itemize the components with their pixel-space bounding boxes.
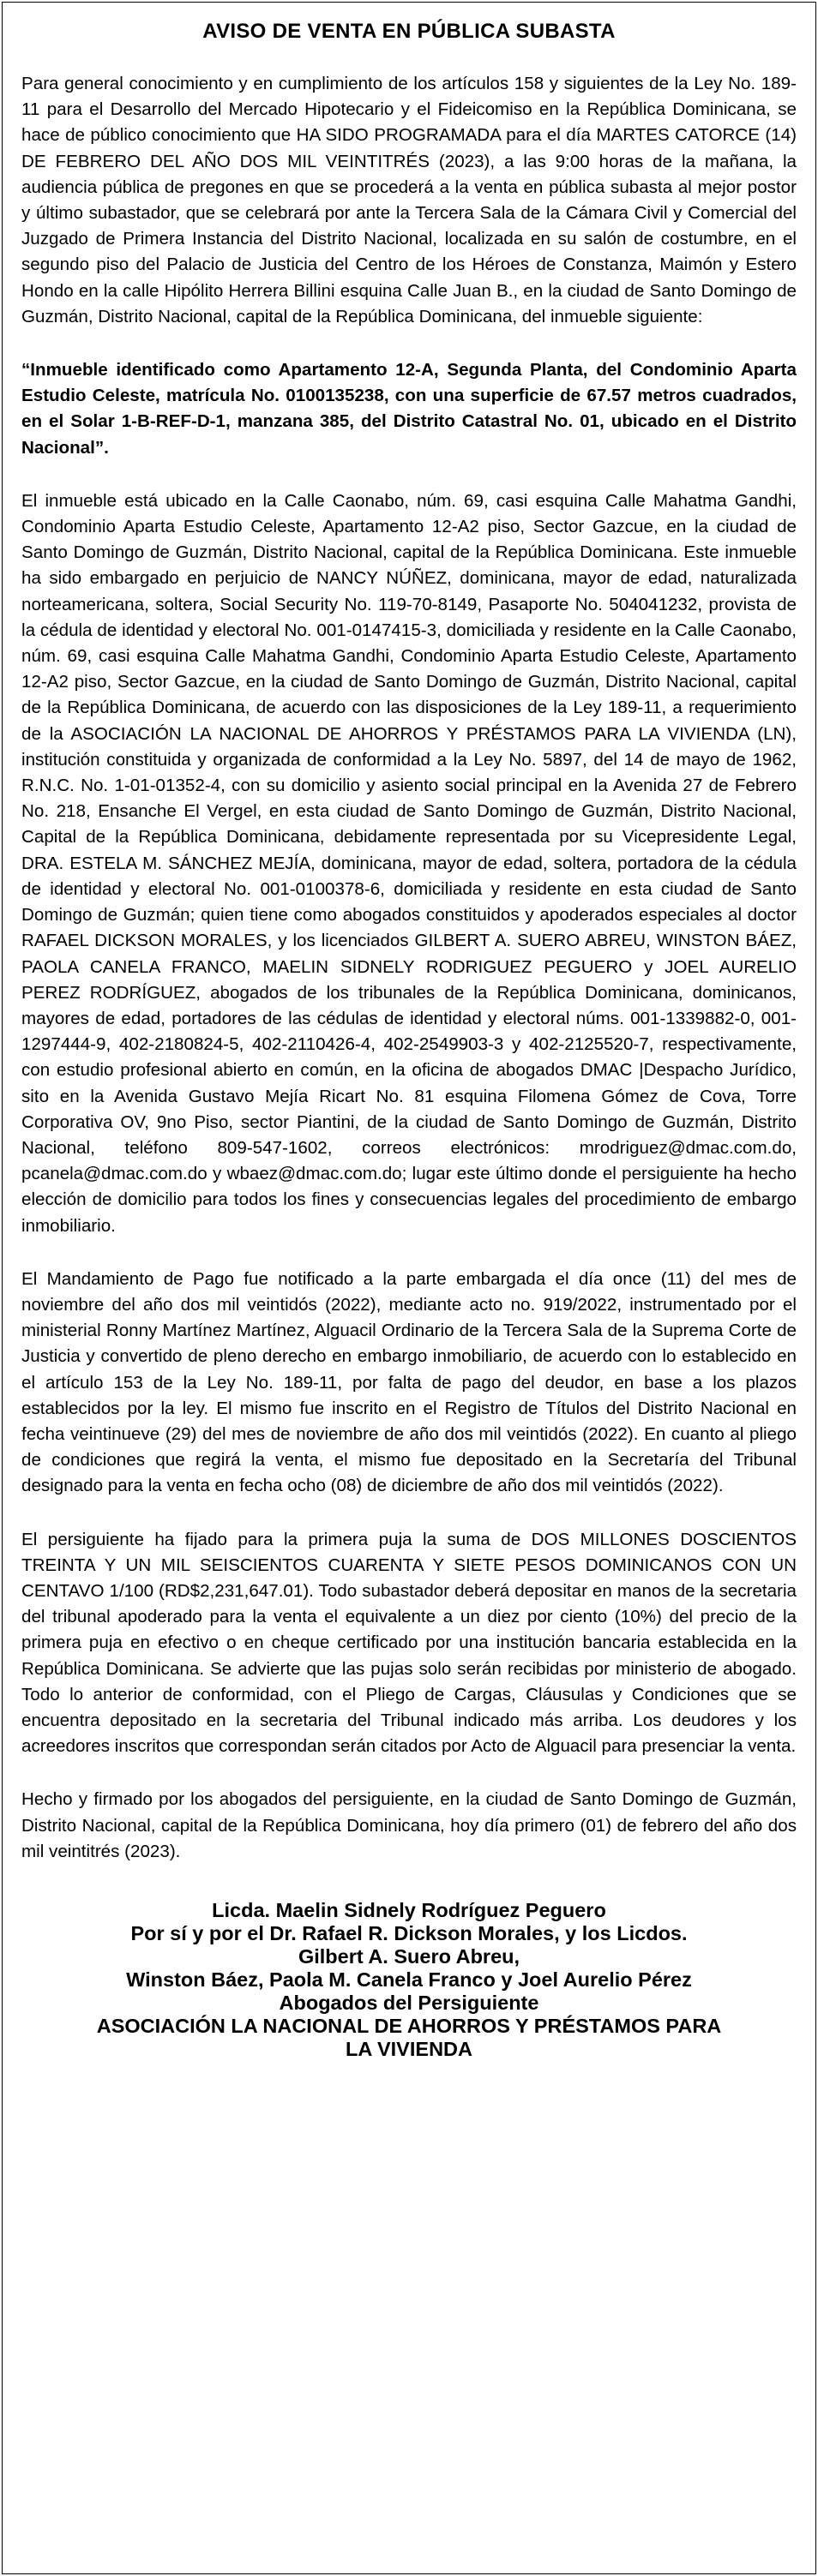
bid-conditions-paragraph: El persiguiente ha fijado para la primera puja la suma de DOS MILLONES DOSCIENTOS TREINTA Y UN MIL SEISCIENTOS CUARENTA Y SIETE PESOS DOMINICANOS CON UN CENTAVO 1/100 (RD$2,231,647.01). Todo subastador deberá depositar en manos de la secretaria del tribunal apoderado para la venta el equivalente a un diez por ciento (10%) del precio de la primera puja en efectivo o en cheque certificado por una institución bancaria establecida en la República Dominicana. Se advierte que las pujas solo serán recibidas por ministerio de abogado. Todo lo anterior de conformidad, con el Pliego de Cargas, Cláusulas y Condiciones que se encuentra depositado en la secretaria del Tribunal indicado más arriba. Los deudores y los acreedores inscritos que correspondan serán citados por Acto de Alguacil para presenciar la venta. (21, 1529, 797, 1757)
payment-order-paragraph: El Mandamiento de Pago fue notificado a la parte embargada el día once (11) del mes de noviembre del año dos mil veintidós (2022), mediante acto no. 919/2022, instrumentado por el ministerial Ronny Martínez Martínez, Alguacil Ordinario de la Tercera Sala de la Suprema Corte de Justicia y convertido de pleno derecho en embargo inmobiliario, de acuerdo con lo establecido en el artículo 153 de la Ley No. 189-11, por falta de pago del deudor, en base a los plazos establecidos por la ley. El mismo fue inscrito en el Registro de Títulos del Distrito Nacional en fecha veintinueve (29) del mes de noviembre de año dos mil veintidós (2022). En cuanto al pliego de condiciones que regirá la venta, el mismo fue depositado en la Secretaría del Tribunal designado para la venta en fecha ocho (08) de diciembre de año dos mil veintidós (2022). (21, 1268, 797, 1496)
signature-line-1: Licda. Maelin Sidnely Rodríguez Peguero (212, 1899, 606, 1921)
auction-notice (2, 2, 816, 2574)
notice-title: AVISO DE VENTA EN PÚBLICA SUBASTA (202, 20, 616, 43)
signature-block (21, 1899, 797, 2061)
property-description: “Inmueble identificado como Apartamento 12-A, Segunda Planta, del Condominio Aparta Estudio Celeste, matrícula No. 0100135238, con una superficie de 67.57 metros cuadrados, en el Solar 1-B-REF-D-1, manzana 385, del Distrito Catastral No. 01, ubicado en el Distrito Nacional”. (21, 360, 797, 458)
signature-line-5: Abogados del Persiguiente (279, 1992, 539, 2014)
signature-line-4: Winston Báez, Paola M. Canela Franco y Joel Aurelio Pérez (126, 1968, 692, 1991)
intro-paragraph: Para general conocimiento y en cumplimiento de los artículos 158 y siguientes de la Ley No. 189-11 para el Desarrollo del Mercado Hipotecario y el Fideicomiso en la República Dominicana, se hace de público conocimiento que HA SIDO PROGRAMADA para el día MARTES CATORCE (14) DE FEBRERO DEL AÑO DOS MIL VEINTITRÉS (2023), a las 9:00 horas de la mañana, la audiencia pública de pregones en que se procederá a la venta en pública subasta al mejor postor y último subastador, que se celebrará por ante la Tercera Sala de la Cámara Civil y Comercial del Juzgado de Primera Instancia del Distrito Nacional, localizada en su salón de costumbre, en el segundo piso del Palacio de Justicia del Centro de los Héroes de Constanza, Maimón y Estero Hondo en la calle Hipólito Herrera Billini esquina Calle Juan B., en la ciudad de Santo Domingo de Guzmán, Distrito Nacional, capital de la República Dominicana, del inmueble siguiente: (21, 74, 797, 326)
signing-paragraph: Hecho y firmado por los abogados del persiguiente, en la ciudad de Santo Domingo de Guzmán, Distrito Nacional, capital de la República Dominicana, hoy día primero (01) de febrero del año dos mil veintitrés (2023). (21, 1789, 797, 1861)
property-location-paragraph: El inmueble está ubicado en la Calle Caonabo, núm. 69, casi esquina Calle Mahatma Gandhi, Condominio Aparta Estudio Celeste, Apartamento 12-A2 piso, Sector Gazcue, en la ciudad de Santo Domingo de Guzmán, Distrito Nacional, capital de la República Dominicana. Este inmueble ha sido embargado en perjuicio de NANCY NÚÑEZ, dominicana, mayor de edad, naturalizada norteamericana, soltera, Social Security No. 119-70-8149, Pasaporte No. 504041232, provista de la cédula de identidad y electoral No. 001-0147415-3, domiciliada y residente en la Calle Caonabo, núm. 69, casi esquina Calle Mahatma Gandhi, Condominio Aparta Estudio Celeste, Apartamento 12-A2 piso, Sector Gazcue, en la ciudad de Santo Domingo de Guzmán, Distrito Nacional, capital de la República Dominicana, de acuerdo con las disposiciones de la Ley 189-11, a requerimiento de la ASOCIACIÓN LA NACIONAL DE AHORROS Y PRÉSTAMOS PARA LA VIVIENDA (LN), institución constituida y organizada de conformidad a la Ley No. 5897, del 14 de mayo de 1962, R.N.C. No. 1-01-01352-4, con su domicilio y asiento social principal en la Avenida 27 de Febrero No. 218, Ensanche El Vergel, en esta ciudad de Santo Domingo de Guzmán, Distrito Nacional, Capital de la República Dominicana, debidamente representada por su Vicepresidente Legal, DRA. ESTELA M. SÁNCHEZ MEJÍA, dominicana, mayor de edad, soltera, portadora de la cédula de identidad y electoral No. 001-0100378-6, domiciliada y residente en esta ciudad de Santo Domingo de Guzmán; quien tiene como abogados constituidos y apoderados especiales al doctor RAFAEL DICKSON MORALES, y los licenciados GILBERT A. SUERO ABREU, WINSTON BÁEZ, PAOLA CANELA FRANCO, MAELIN SIDNELY RODRIGUEZ PEGUERO y JOEL AURELIO PEREZ RODRÍGUEZ, abogados de los tribunales de la República Dominicana, dominicanos, mayores de edad, portadores de las cédulas de identidad y electoral núms. 001-1339882-0, 001-1297444-9, 402-2180824-5, 402-2110426-4, 402-2549903-3 y 402-2125520-7, respectivamente, con estudio profesional abierto en común, en la oficina de abogados DMAC |Despacho Jurídico, sito en la Avenida Gustavo Mejía Ricart No. 81 esquina Filomena Gómez de Cova, Torre Corporativa OV, 9no Piso, sector Piantini, de la ciudad de Santo Domingo de Guzmán, Distrito Nacional, teléfono 809-547-1602, correos electrónicos: mrodriguez@dmac.com.do, pcanela@dmac.com.do y wbaez@dmac.com.do; lugar este último donde el persiguiente ha hecho elección de domicilio para todos los fines y consecuencias legales del procedimiento de embargo inmobiliario. (21, 490, 797, 1236)
signature-line-7: LA VIVIENDA (346, 2038, 472, 2060)
signature-line-3: Gilbert A. Suero Abreu, (298, 1945, 520, 1968)
signature-line-2: Por sí y por el Dr. Rafael R. Dickson Morales, y los Licdos. (130, 1922, 688, 1944)
signature-line-6: ASOCIACIÓN LA NACIONAL DE AHORROS Y PRÉSTAMOS PARA (96, 2015, 722, 2037)
